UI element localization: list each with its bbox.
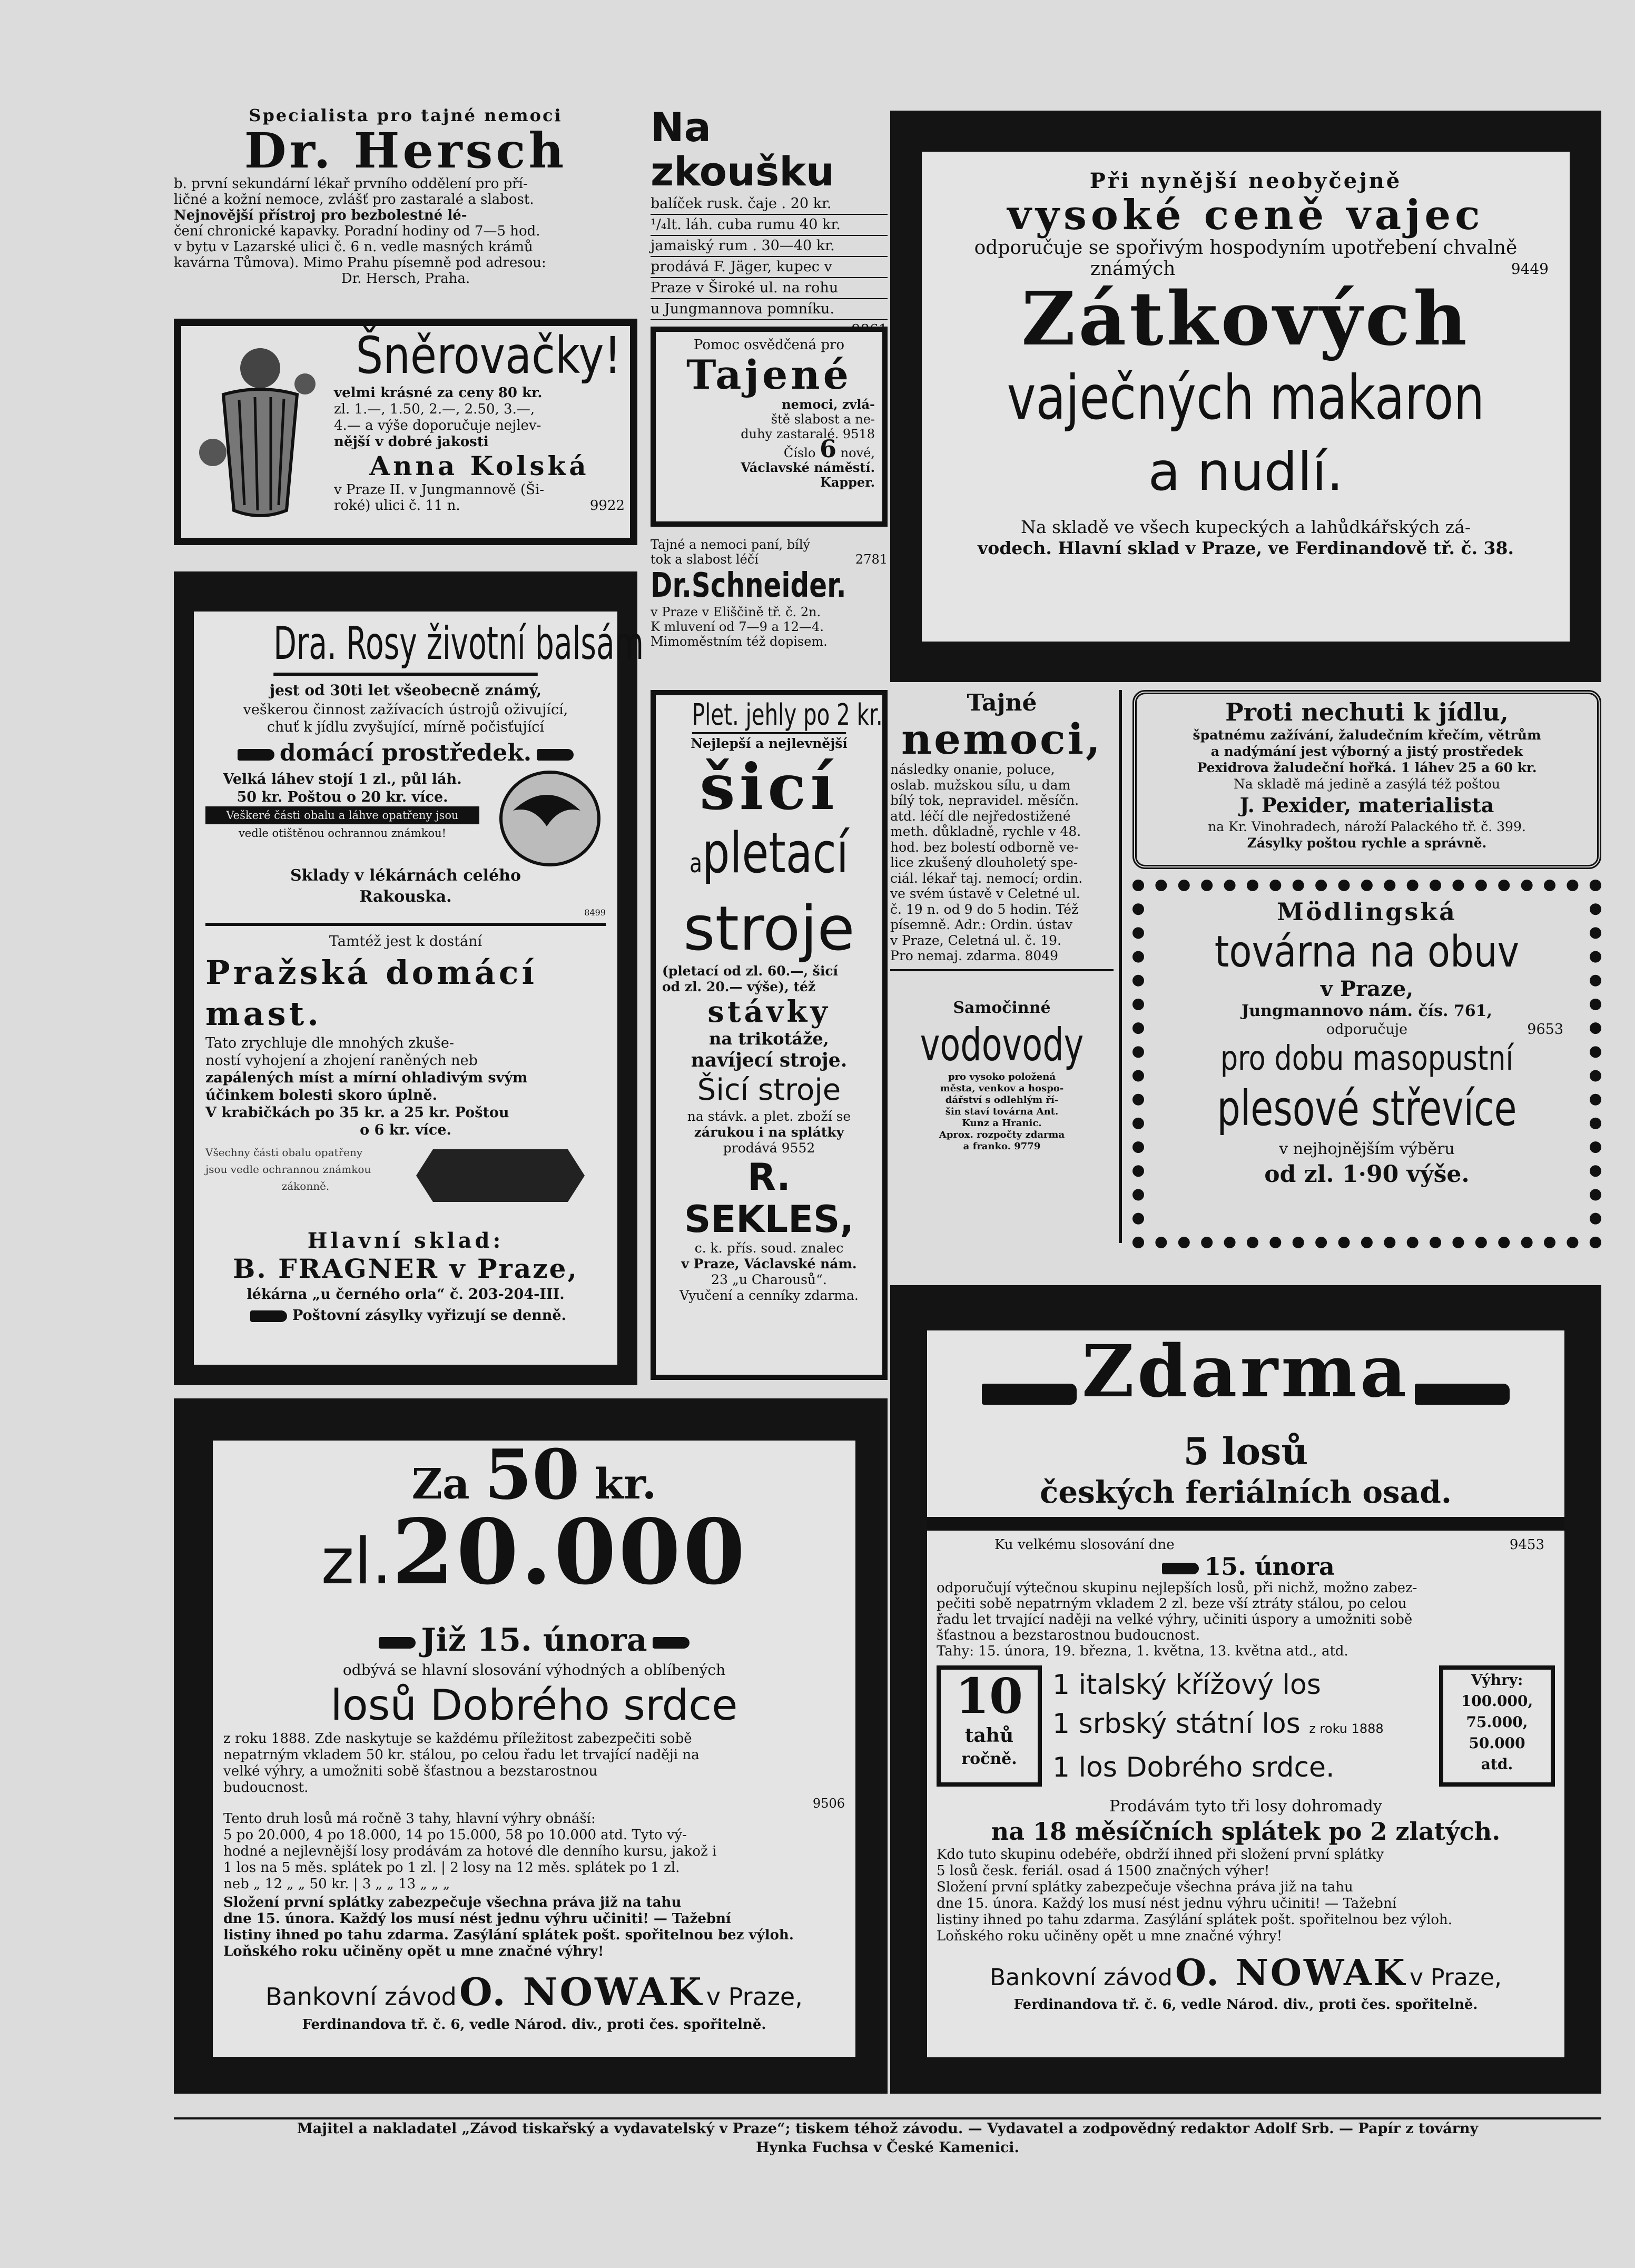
nowak1-text-line: listiny ihned po tahu zdarma. Zasýlání splátek pošt. spořitelnou bez výloh. xyxy=(223,1927,794,1943)
nowak2-text-line: pečiti sobě nepatrným vkladem 2 zl. beze vší ztráty stálou, po celou xyxy=(937,1596,1407,1612)
rosy-line: Pražská domácí mast. xyxy=(205,953,538,1033)
kapper-num: 9518 xyxy=(842,427,875,441)
tajne-line: atd. léčí dle nejředostižené xyxy=(890,808,1071,824)
kapper-line: nové, xyxy=(840,446,875,460)
tajne-line: hod. bez bolestí odborně ve- xyxy=(890,839,1079,855)
schneider-line: v Praze v Eliščině tř. č. 2n. xyxy=(651,605,821,619)
nowak1-text-line: nepatrným vkladem 50 kr. stálou, po celou řadu let trvající naději na xyxy=(223,1747,700,1763)
nowak2-num: 9453 xyxy=(1509,1537,1544,1553)
rosy-line: domácí prostředek. xyxy=(279,739,532,766)
tajne-small-line: města, venkov a hospo- xyxy=(940,1082,1064,1094)
vejce-num: 9449 xyxy=(1511,260,1549,278)
nowak2-text-line: Tahy: 15. února, 19. března, 1. května, 13. května atd., atd. xyxy=(937,1643,1348,1659)
nowak1-text-line: 1 los na 5 měs. splátek po 1 zl. | 2 losy na 12 měs. splátek po 1 zl. xyxy=(223,1860,680,1876)
nowak1-line: odbývá se hlavní slosování výhodných a oblíbených xyxy=(342,1661,726,1679)
nowak2-k3: 1 los Dobrého srdce. xyxy=(1052,1752,1335,1783)
rosy-line: Poštovní zásylky vyřizují se denně. xyxy=(292,1307,566,1324)
pointing-hand-icon xyxy=(1415,1384,1510,1405)
rosy-line: ností vyhojení a zhojení raněných neb xyxy=(205,1052,478,1069)
nowak1-text-line: velké výhry, a umožniti sobě šťastnou a bezstarostnou xyxy=(223,1763,598,1779)
rosy-num: 8499 xyxy=(584,908,606,918)
tajne-line: následky onanie, poluce, xyxy=(890,762,1055,777)
rosy-line: vedle otištěnou ochrannou známkou! xyxy=(238,827,447,840)
sekles-line: na stávk. a plet. zboží se xyxy=(687,1109,851,1124)
nowak2-text-line: dne 15. února. Každý los musí nést jednu výhru učiniti! — Tažební xyxy=(937,1896,1397,1911)
snerovacky-num: 9922 xyxy=(589,498,625,514)
sekles-ad xyxy=(651,690,888,1380)
nowak2-title: Zdarma xyxy=(1081,1329,1410,1414)
hersch-line: v bytu v Lazarské ulici č. 6 n. vedle masných krámů xyxy=(174,239,533,255)
snerovacky-line: velmi krásné za ceny 80 kr. xyxy=(334,385,543,401)
zkousku-line: u Jungmannova pomníku. xyxy=(651,299,888,320)
sekles-line: 23 „u Charousů“. xyxy=(711,1272,827,1287)
snerovacky-ad xyxy=(174,319,637,545)
tajne-line: nemoci, xyxy=(901,714,1103,764)
nowak1-line: 20.000 xyxy=(391,1500,747,1605)
nowak1-text-line: Tento druh losů má ročně 3 tahy, hlavní výhry obnáší: xyxy=(223,1811,596,1827)
rosy-ad xyxy=(174,571,644,1385)
pointing-hand-icon xyxy=(653,1637,690,1649)
nowak2-city: v Praze, xyxy=(1410,1964,1502,1991)
zkousku-line: jamaiský rum . 30—40 kr. xyxy=(651,236,888,257)
vejce-ad xyxy=(890,111,1601,682)
tajne-line: č. 19 n. od 9 do 5 hodin. Též xyxy=(890,901,1079,917)
rosy-line: lékárna „u černého orla“ č. 203-204-III. xyxy=(247,1286,565,1303)
hersch-line: b. první sekundární lékař prvního oddělení pro pří- xyxy=(174,176,528,192)
tajne-line: písemně. Adr.: Ordin. ústav xyxy=(890,917,1073,932)
kapper-line: Kapper. xyxy=(820,475,875,490)
nowak1-line: 50 xyxy=(484,1434,580,1515)
nowak1-line: zl. xyxy=(321,1525,392,1599)
nowak1-text-line: hodné a nejlevnější losy prodávám za hotové dle denního kursu, jakož i xyxy=(223,1843,717,1859)
snerovacky-title: Šněrovačky! xyxy=(356,326,622,385)
hersch-line: Dr. Hersch, Praha. xyxy=(341,271,470,287)
rosy-line: 50 kr. Poštou o 20 kr. více. xyxy=(237,789,448,805)
snerovacky-line: 4.— a výše doporučuje nejlev- xyxy=(334,418,541,433)
hersch-top: Specialista pro tajné nemoci xyxy=(249,105,563,125)
schneider-name: Dr.Schneider. xyxy=(651,566,846,605)
nowak2-text-line: listiny ihned po tahu zdarma. Zasýlání splátek pošt. spořitelnou bez výloh. xyxy=(937,1912,1453,1928)
rosy-title: Dra. Rosy životní balsám xyxy=(273,615,538,676)
kapper-l1: Pomoc osvědčená pro xyxy=(693,337,845,353)
rosy-line: jsou vedle ochrannou známkou xyxy=(205,1163,371,1176)
sekles-line: prodává xyxy=(723,1140,777,1156)
schneider-line: tok a slabost léčí xyxy=(651,552,759,567)
obuv-num: 9653 xyxy=(1527,1021,1563,1038)
tajne-line: bílý tok, nepravidel. měsíčn. xyxy=(890,793,1079,808)
tajne-small-line: dářství s odlehlým ří- xyxy=(945,1094,1059,1106)
rosy-line: B. FRAGNER v Praze, xyxy=(233,1253,578,1284)
schneider-num: 2781 xyxy=(855,552,888,567)
pexider-name: J. Pexider, materialista xyxy=(1239,793,1494,817)
snerovacky-line: nější v dobré jakosti xyxy=(334,434,489,450)
nowak2-v: atd. xyxy=(1481,1756,1513,1773)
tajne-small-line: Aprox. rozpočty zdarma xyxy=(939,1129,1065,1140)
kapper-line: ště slabost a ne- xyxy=(771,412,875,427)
nowak2-ten: 10 xyxy=(955,1668,1023,1724)
nowak2-line: Ku velkému slosování dne xyxy=(994,1537,1175,1553)
nowak1-text-line: neb „ 12 „ „ 50 kr. | 3 „ „ 13 „ „ „ xyxy=(223,1876,450,1892)
nowak1-text-line: dne 15. února. Každý los musí nést jednu výhru učiniti! — Tažební xyxy=(223,1911,731,1927)
pointing-hand-icon xyxy=(982,1384,1077,1405)
sekles-line: od zl. 20.— výše), též xyxy=(662,979,816,994)
pexider-line: a nadýmání jest výborný a jistý prostředek xyxy=(1210,744,1523,759)
obuv-line: Jungmannovo nám. čís. 761, xyxy=(1242,1002,1492,1020)
zkousku-line: prodává F. Jäger, kupec v xyxy=(651,257,888,278)
obuv-line: továrna na obuv xyxy=(1214,927,1520,977)
vejce-l7: a nudlí. xyxy=(1148,441,1344,502)
pexider-line: Zásylky poštou rychle a správně. xyxy=(1247,835,1487,851)
rosy-line: V krabičkách po 35 kr. a 25 kr. Poštou xyxy=(205,1105,509,1121)
nowak2-k2a: 1 srbský státní los xyxy=(1052,1708,1301,1740)
obuv-ad xyxy=(1132,880,1601,1248)
hersch-line: Nejnovější přístroj pro bezbolestné lé- xyxy=(174,208,467,223)
sekles-line: navíjecí stroje. xyxy=(691,1049,848,1071)
sekles-line: zárukou i na splátky xyxy=(694,1125,844,1140)
schneider-line: K mluvení od 7—9 a 12—4. xyxy=(651,619,824,634)
obuv-line: pro dobu masopustní xyxy=(1220,1039,1514,1078)
vejce-l9: vodech. Hlavní sklad v Praze, ve Ferdinandově tř. č. 38. xyxy=(978,538,1514,558)
rosy-line: Rakouska. xyxy=(359,888,452,906)
vejce-l1: Při nynější neobyčejně xyxy=(1089,169,1402,193)
nowak2-k1: 1 italský křížový los xyxy=(1052,1669,1321,1701)
nowak2-line: 5 losů xyxy=(1183,1429,1308,1473)
pexider-title: Proti nechuti k jídlu, xyxy=(1225,698,1509,726)
pointing-hand-icon xyxy=(537,749,574,761)
schneider-line: Tajné a nemoci paní, bílý xyxy=(651,537,811,552)
pexider-line: na Kr. Vinohradech, nároží Palackého tř. č. 399. xyxy=(1208,819,1526,834)
nowak1-ad xyxy=(174,1398,888,2094)
eagle-trademark-icon xyxy=(499,771,600,866)
kapper-line: duhy zastaralé. xyxy=(741,427,839,441)
rosy-line: Sklady v lékárnách celého xyxy=(290,866,521,885)
sekles-line: Nejlepší a nejlevnější xyxy=(691,736,848,751)
zkousku-title: Na zkoušku xyxy=(651,104,834,195)
nowak1-line: Za xyxy=(411,1459,470,1508)
tajne-line: v Praze, Celetná ul. č. 19. xyxy=(890,932,1061,948)
kapper-line: Číslo xyxy=(783,446,816,460)
sekles-line: R. SEKLES, xyxy=(684,1156,854,1241)
nowak2-line: na 18 měsíčních splátek po 2 zlatých. xyxy=(991,1817,1501,1846)
nowak2-text-line: Složení první splátky zabezpečuje všechna práva již na tahu xyxy=(937,1879,1353,1895)
pharmacy-logo-icon xyxy=(416,1149,585,1202)
sekles-line: na trikotáže, xyxy=(709,1029,829,1049)
snerovacky-line: roké) ulici č. 11 n. xyxy=(334,498,460,514)
nowak2-text-line: Loňského roku učiněny opět u mne značné výhry! xyxy=(937,1928,1283,1944)
sekles-line: stroje xyxy=(683,893,855,964)
vejce-l6: vaječných makaron xyxy=(1007,362,1485,433)
nowak1-text-line: z roku 1888. Zde naskytuje se každému příležitost zabezpečiti sobě xyxy=(223,1731,692,1747)
hersch-line: kavárna Tůmova). Mimo Prahu písemně pod adresou: xyxy=(174,255,546,271)
rosy-line: zákonně. xyxy=(281,1180,330,1192)
obuv-line: od zl. 1·90 výše. xyxy=(1264,1161,1470,1188)
kapper-big: Tajené xyxy=(686,351,852,398)
sekles-line: Vyučení a cenníky zdarma. xyxy=(679,1288,859,1303)
tajne-line: oslab. mužskou sílu, u dam xyxy=(890,777,1071,793)
rosy-line: chuť k jídlu zvyšující, mírně počisťující xyxy=(267,719,545,735)
nowak2-text-line: odporučují výtečnou skupinu nejlepších losů, při nichž, možno zabez- xyxy=(937,1580,1417,1596)
zkousku-line: balíček rusk. čaje . 20 kr. xyxy=(651,194,888,215)
nowak1-text-line: Složení první splátky zabezpečuje všechna práva již na tahu xyxy=(223,1895,682,1910)
nowak1-num: 9506 xyxy=(812,1796,845,1811)
pexider-ad xyxy=(1132,690,1601,869)
pointing-hand-icon xyxy=(1162,1563,1199,1574)
sekles-line: stávky xyxy=(707,994,831,1029)
vejce-l8: Na skladě ve všech kupeckých a lahůdkářských zá- xyxy=(1020,517,1471,537)
tajne-line: lice zkušený dlouholetý spe- xyxy=(890,855,1078,870)
sekles-line: v Praze, Václavské nám. xyxy=(681,1256,857,1271)
vejce-l3: odporučuje se spořivým hospodyním upotřebení chvalně xyxy=(974,237,1518,259)
tajne-line: ciál. lékař taj. nemocí; ordin. xyxy=(890,870,1083,886)
pexider-line: Na skladě má jedině a zasýlá též poštou xyxy=(1233,776,1501,792)
rosy-line: Hlavní sklad: xyxy=(307,1228,504,1253)
snerovacky-line: v Praze II. v Jungmannově (Ši- xyxy=(334,482,545,498)
sekles-line: pletací xyxy=(702,821,849,885)
nowak1-line: Již 15. února xyxy=(421,1622,647,1659)
rosy-line: Veškeré části obalu a láhve opatřeny jsou xyxy=(205,806,479,824)
nowak2-vh: Výhry: xyxy=(1471,1671,1523,1689)
rosy-line: Tamtéž jest k dostání xyxy=(329,933,482,950)
nowak1-line: kr. xyxy=(594,1459,657,1508)
obuv-line: v nejhojnějším výběru xyxy=(1279,1140,1455,1158)
kapper-line: Václavské náměstí. xyxy=(741,460,875,475)
kapper-six: 6 xyxy=(820,435,837,463)
nowak2-addr: Ferdinandova tř. č. 6, vedle Národ. div., proti čes. spořitelně. xyxy=(1013,1997,1478,2013)
zkousku-line: ¹/₄lt. láh. cuba rumu 40 kr. xyxy=(651,215,888,236)
nowak2-text-line: Kdo tuto skupinu odebéře, obdrží ihned při složení první splátky xyxy=(937,1847,1384,1862)
tajne-small-line: šin staví továrna Ant. xyxy=(945,1106,1059,1117)
nowak2-v: 75.000, xyxy=(1466,1713,1528,1731)
footer xyxy=(174,2117,1601,2165)
rosy-line: Velká láhev stojí 1 zl., půl láh. xyxy=(223,771,462,787)
nowak2-line: českých feriálních osad. xyxy=(1039,1474,1452,1510)
zkousku-ad xyxy=(651,104,888,317)
nowak1-addr: Ferdinandova tř. č. 6, vedle Národ. div., proti čes. spořitelně. xyxy=(302,2017,766,2033)
nowak2-line: Prodávám tyto tři losy dohromady xyxy=(1109,1797,1382,1816)
sekles-line: Šicí stroje xyxy=(697,1073,841,1107)
kapper-line: nemoci, zvlá- xyxy=(782,397,875,412)
sekles-line: šicí xyxy=(700,750,839,824)
snerovacky-name: Anna Kolská xyxy=(369,450,589,481)
pointing-hand-icon xyxy=(379,1637,416,1649)
rosy-line: Všechny části obalu opatřeny xyxy=(205,1146,363,1159)
sekles-line: Plet. jehly po 2 kr. xyxy=(692,698,846,734)
nowak1-text-line: 5 po 20.000, 4 po 18.000, 14 po 15.000, 58 po 10.000 atd. Tyto vý- xyxy=(223,1827,687,1843)
kapper-ad xyxy=(651,327,888,527)
rosy-line: jest od 30ti let všeobecně známý, xyxy=(269,682,542,699)
tajne-small-line: Kunz a Hranic. xyxy=(962,1117,1042,1129)
snerovacky-line: zl. 1.—, 1.50, 2.—, 2.50, 3.—, xyxy=(334,401,535,417)
pexider-line: špatnému zažívání, žaludečním křečím, větrům xyxy=(1193,727,1541,743)
rosy-line: účinkem bolesti skoro úplně. xyxy=(205,1087,437,1103)
rosy-line: veškerou činnost zažívacích ústrojů oživující, xyxy=(243,702,568,718)
pointing-hand-icon xyxy=(238,749,274,761)
sekles-line: c. k. přís. soud. znalec xyxy=(694,1240,844,1256)
nowak2-name: O. NOWAK xyxy=(1175,1952,1407,1994)
tajne-line: vodovody xyxy=(920,1018,1084,1071)
obuv-line: Mödlingská xyxy=(1277,898,1457,926)
vejce-l4: známých xyxy=(1090,258,1176,280)
nowak2-bank: Bankovní závod xyxy=(989,1964,1173,1991)
obuv-line: odporučuje xyxy=(1326,1021,1408,1038)
pointing-hand-icon xyxy=(250,1310,287,1322)
hersch-name: Dr. Hersch xyxy=(244,122,567,179)
nowak1-text-line: Loňského roku učiněny opět u mne značné výhry! xyxy=(223,1944,604,1959)
rosy-line: Tato zrychluje dle mnohých zkuše- xyxy=(205,1035,454,1051)
nowak2-text-line: řadu let trvající naději na velké výhry, učiniti úspory a umožniti sobě xyxy=(937,1612,1413,1628)
schneider-line: Mimoměstním též dopisem. xyxy=(651,634,828,649)
sekles-line: a xyxy=(690,848,703,879)
tajne-small-line: a franko. 9779 xyxy=(963,1140,1041,1152)
tajne-line: Samočinné xyxy=(953,998,1051,1017)
vejce-l5: Zátkových xyxy=(1021,276,1470,362)
nowak2-rocne: ročně. xyxy=(961,1750,1017,1768)
nowak2-line: 15. února xyxy=(1204,1552,1335,1581)
sekles-line: (pletací od zl. 60.—, šicí xyxy=(662,963,839,979)
rosy-line: zapálených míst a mírní ohladivým svým xyxy=(205,1070,528,1086)
nowak2-v: 100.000, xyxy=(1461,1692,1533,1710)
nowak2-text-line: šťastnou a bezstarostnou budoucnost. xyxy=(937,1628,1200,1643)
zkousku-line: Praze v Široké ul. na rohu xyxy=(651,278,888,299)
tajne-line: ve svém ústavě v Celetné ul. xyxy=(890,886,1080,901)
obuv-line: plesové střevíce xyxy=(1217,1080,1517,1137)
tajne-line: Pro nemaj. zdarma. 8049 xyxy=(890,948,1059,963)
nowak2-k2b: z roku 1888 xyxy=(1309,1721,1384,1736)
vejce-l2: vysoké ceně vajec xyxy=(1007,191,1484,239)
hersch-line: ličné a kožní nemoce, zvlášť pro zastaralé a slabost. xyxy=(174,192,534,208)
hersch-line: čení chronické kapavky. Poradní hodiny od 7—5 hod. xyxy=(174,223,540,239)
pexider-line: Pexidrova žaludeční hořká. 1 láhev 25 a 60 kr. xyxy=(1197,760,1537,775)
nowak1-text-line: budoucnost. xyxy=(223,1780,309,1796)
nowak2-text-line: 5 losů česk. feriál. osad á 1500 značných výher! xyxy=(937,1863,1270,1879)
hersch-ad xyxy=(174,105,637,305)
nowak1-line: losů Dobrého srdce xyxy=(330,1681,738,1730)
nowak2-tahu: tahů xyxy=(964,1724,1014,1747)
nowak1-city: v Praze, xyxy=(706,1983,803,2011)
footer-line: Hynka Fuchsa v České Kamenici. xyxy=(756,2139,1019,2156)
tajne-line: meth. důkladně, rychle v 48. xyxy=(890,824,1081,839)
sekles-num: 9552 xyxy=(781,1140,815,1156)
obuv-line: v Praze, xyxy=(1320,977,1414,1001)
nowak2-v: 50.000 xyxy=(1469,1734,1525,1752)
nowak1-name: O. NOWAK xyxy=(459,1969,704,2014)
tajne-line: Tajné xyxy=(967,689,1037,716)
tajne-ad xyxy=(890,690,1122,1243)
nowak1-bank: Bankovní závod xyxy=(265,1983,457,2011)
tajne-small-line: pro vysoko položená xyxy=(948,1071,1056,1082)
corset-illustration xyxy=(192,337,323,531)
schneider-ad xyxy=(651,537,888,679)
footer-line: Majitel a nakladatel „Závod tiskařský a vydavatelský v Praze“; tiskem téhož závodu. — Vydavatel a zodpovědný redaktor Adolf Srb. — Papír z továrny xyxy=(297,2121,1479,2137)
nowak2-ad xyxy=(890,1285,1601,2094)
rosy-line: o 6 kr. více. xyxy=(360,1122,451,1138)
